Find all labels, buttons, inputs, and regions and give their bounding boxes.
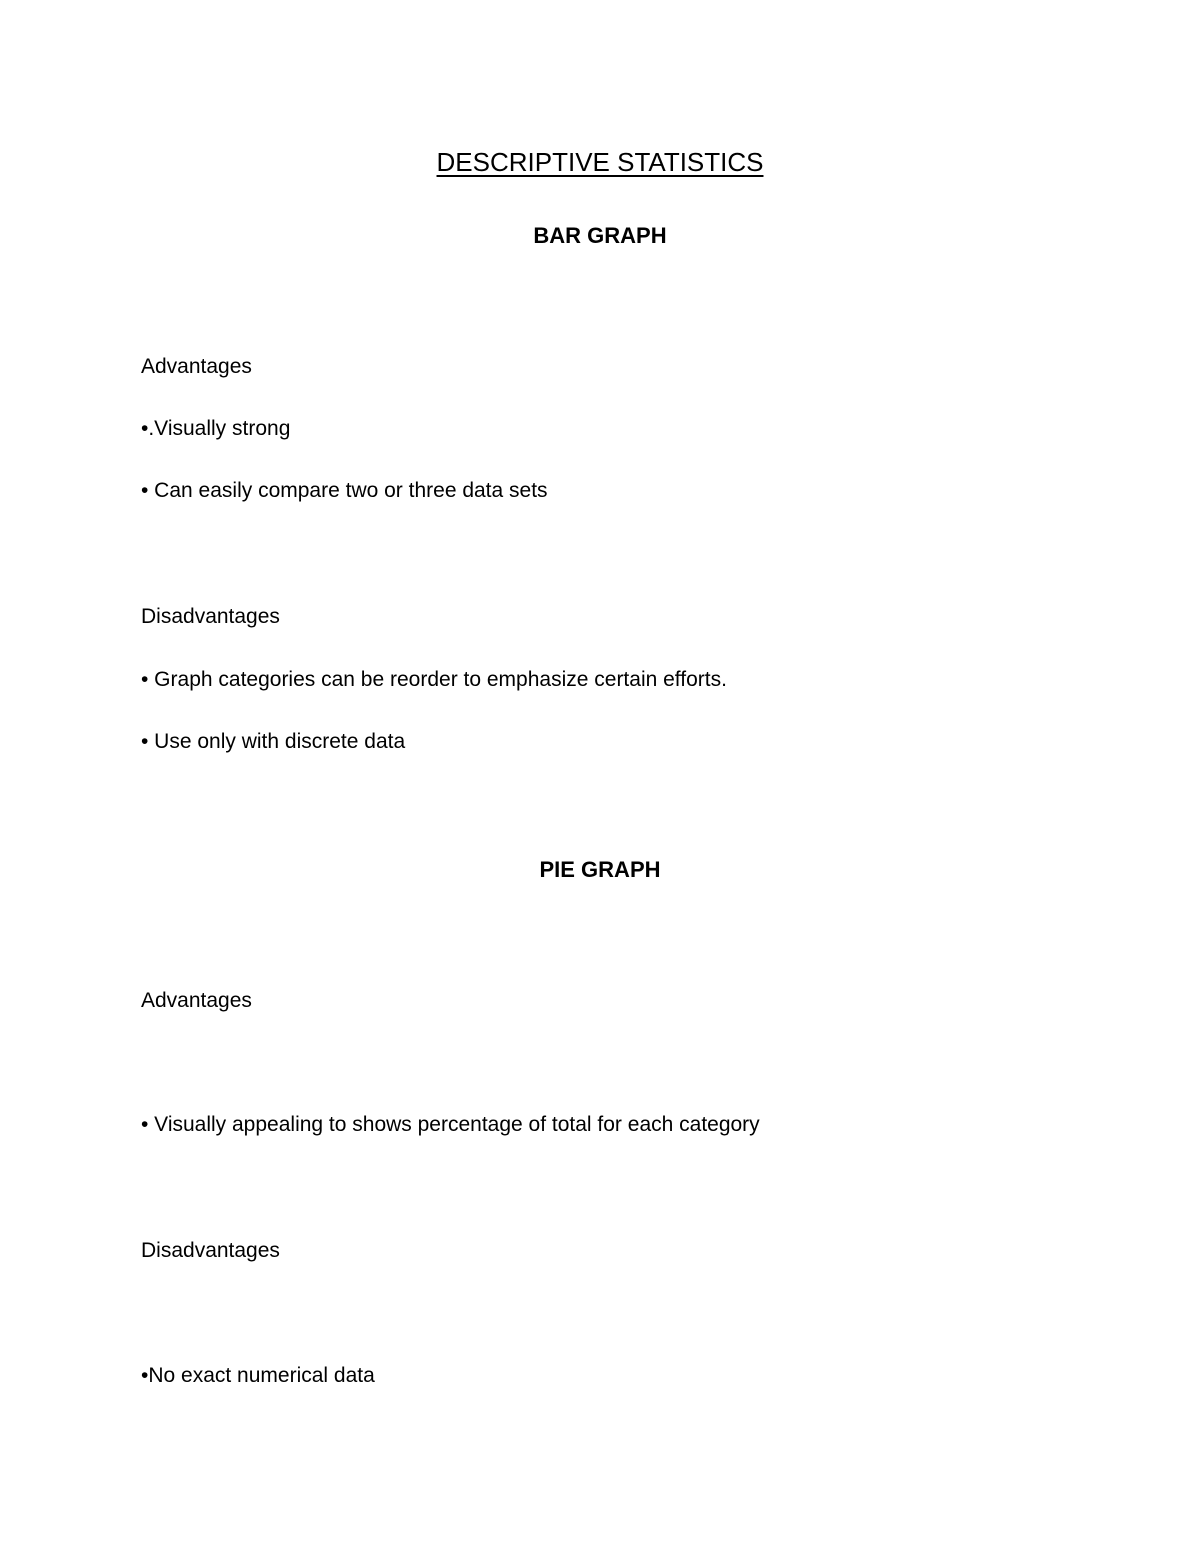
section-heading-pie-graph: PIE GRAPH [539, 857, 661, 882]
list-item: •No exact numerical data [141, 1364, 375, 1387]
section-heading-bar-graph: BAR GRAPH [533, 223, 667, 248]
list-item: • Visually appealing to shows percentage of total for each category [141, 1113, 760, 1136]
disadvantages-label: Disadvantages [141, 605, 280, 628]
list-item: • Use only with discrete data [141, 730, 406, 753]
advantages-label: Advantages [141, 355, 252, 378]
page-title: DESCRIPTIVE STATISTICS [436, 147, 764, 177]
disadvantages-label: Disadvantages [141, 1239, 280, 1262]
list-item: •.Visually strong [141, 417, 291, 440]
list-item: • Can easily compare two or three data sets [141, 479, 548, 502]
list-item: • Graph categories can be reorder to emphasize certain efforts. [141, 668, 727, 691]
advantages-label: Advantages [141, 989, 252, 1012]
